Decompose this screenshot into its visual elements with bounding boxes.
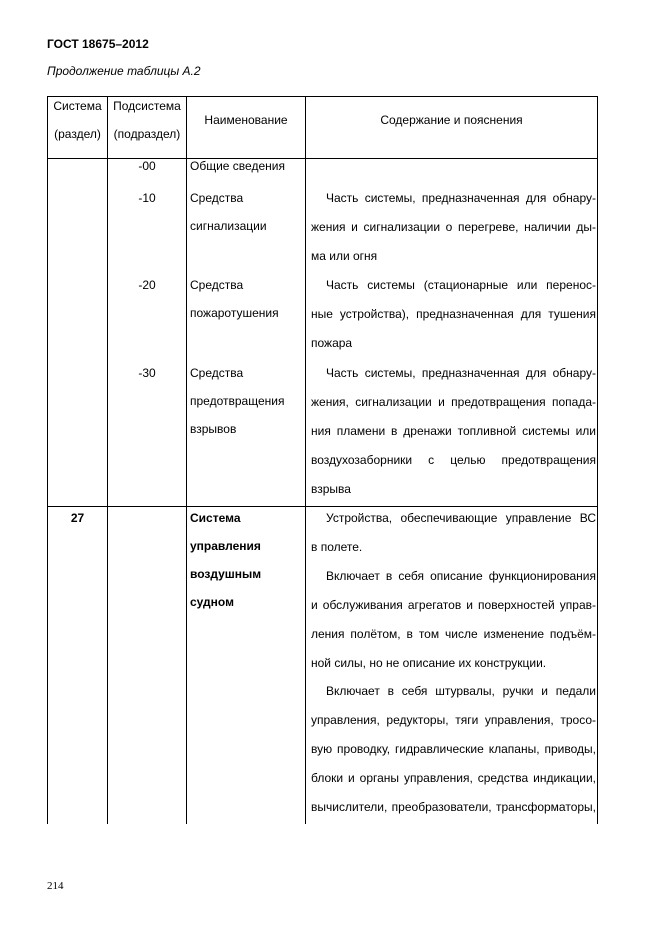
description-line: Часть системы (стационарные или перенос- [326,278,596,292]
subsystem-code: -10 [138,191,156,205]
item-name: воздушным [190,567,262,581]
subsystem-code: -30 [138,366,156,380]
page-number: 214 [47,880,64,892]
description-line: воздухозаборники с целью предотвращения [311,453,596,467]
item-name: предотвращения [190,394,285,408]
description-line: и обслуживания агрегатов и поверхностей управ- [311,598,596,612]
description-line: Включает в себя описание функционирования [326,569,596,583]
item-description [311,271,596,358]
description-line: вычислители, преобразователи, трансформаторы, [311,800,596,814]
description-line: жения, сигнализации и предотвращения попада- [311,395,596,409]
subsystem-code: -20 [138,278,156,292]
item-name: Средства [190,366,244,380]
subsystem-code: -00 [138,159,156,173]
column-divider-3 [305,96,306,824]
table-continuation-caption: Продолжение таблицы А.2 [47,64,201,78]
table-border-right [597,96,598,824]
description-line: взрыва [311,482,351,496]
description-line: в полете. [311,540,363,554]
item-name: Общие сведения [190,159,285,173]
item-name: управления [190,539,261,553]
item-name: пожаротушения [190,306,279,320]
description-line: блоки и органы управления, средства индикации, [311,771,596,785]
description-line: ления полётом, в том числе изменение подъём- [311,627,596,641]
item-description [311,504,596,562]
document-code: ГОСТ 18675–2012 [47,37,149,51]
description-line: ной силы, но не описание их конструкции. [311,656,547,670]
item-description [311,184,596,271]
description-line: вую проводку, гидравлические клапаны, приводы, [311,742,596,756]
column-divider-2 [186,96,187,824]
description-line: Часть системы, предназначенная для обнару- [326,191,596,205]
header-subsystem-line1: Подсистема [113,99,181,113]
header-content: Содержание и пояснения [380,113,523,127]
description-line: пожара [311,336,353,350]
header-subsystem-line2: (подраздел) [113,127,181,141]
description-line: Устройства, обеспечивающие управление ВС [326,511,596,525]
item-name: Средства [190,278,244,292]
description-line: ния пламени в дренажи топливной системы или [311,424,596,438]
system-code: 27 [70,511,85,525]
item-name: Средства [190,191,244,205]
header-system-line1: Система [53,99,102,113]
description-line: ма или огня [311,249,378,263]
item-description [311,359,596,504]
description-line: Часть системы, предназначенная для обнару- [326,366,596,380]
item-description [311,562,596,678]
item-name: Система [190,511,241,525]
description-line: управления, редукторы, тяги управления, тросо- [311,713,596,727]
header-name: Наименование [204,113,288,127]
item-name: судном [190,595,234,609]
description-line: жения и сигнализации о перегреве, наличии ды- [311,220,596,234]
item-name: сигнализации [190,219,267,233]
description-line: Включает в себя штурвалы, ручки и педали [326,684,596,698]
header-system-line2: (раздел) [54,127,101,141]
item-name: взрывов [190,422,237,436]
item-description [311,677,596,822]
description-line: ные устройства), предназначенная для тушения [311,307,596,321]
table-border-left [47,96,48,824]
